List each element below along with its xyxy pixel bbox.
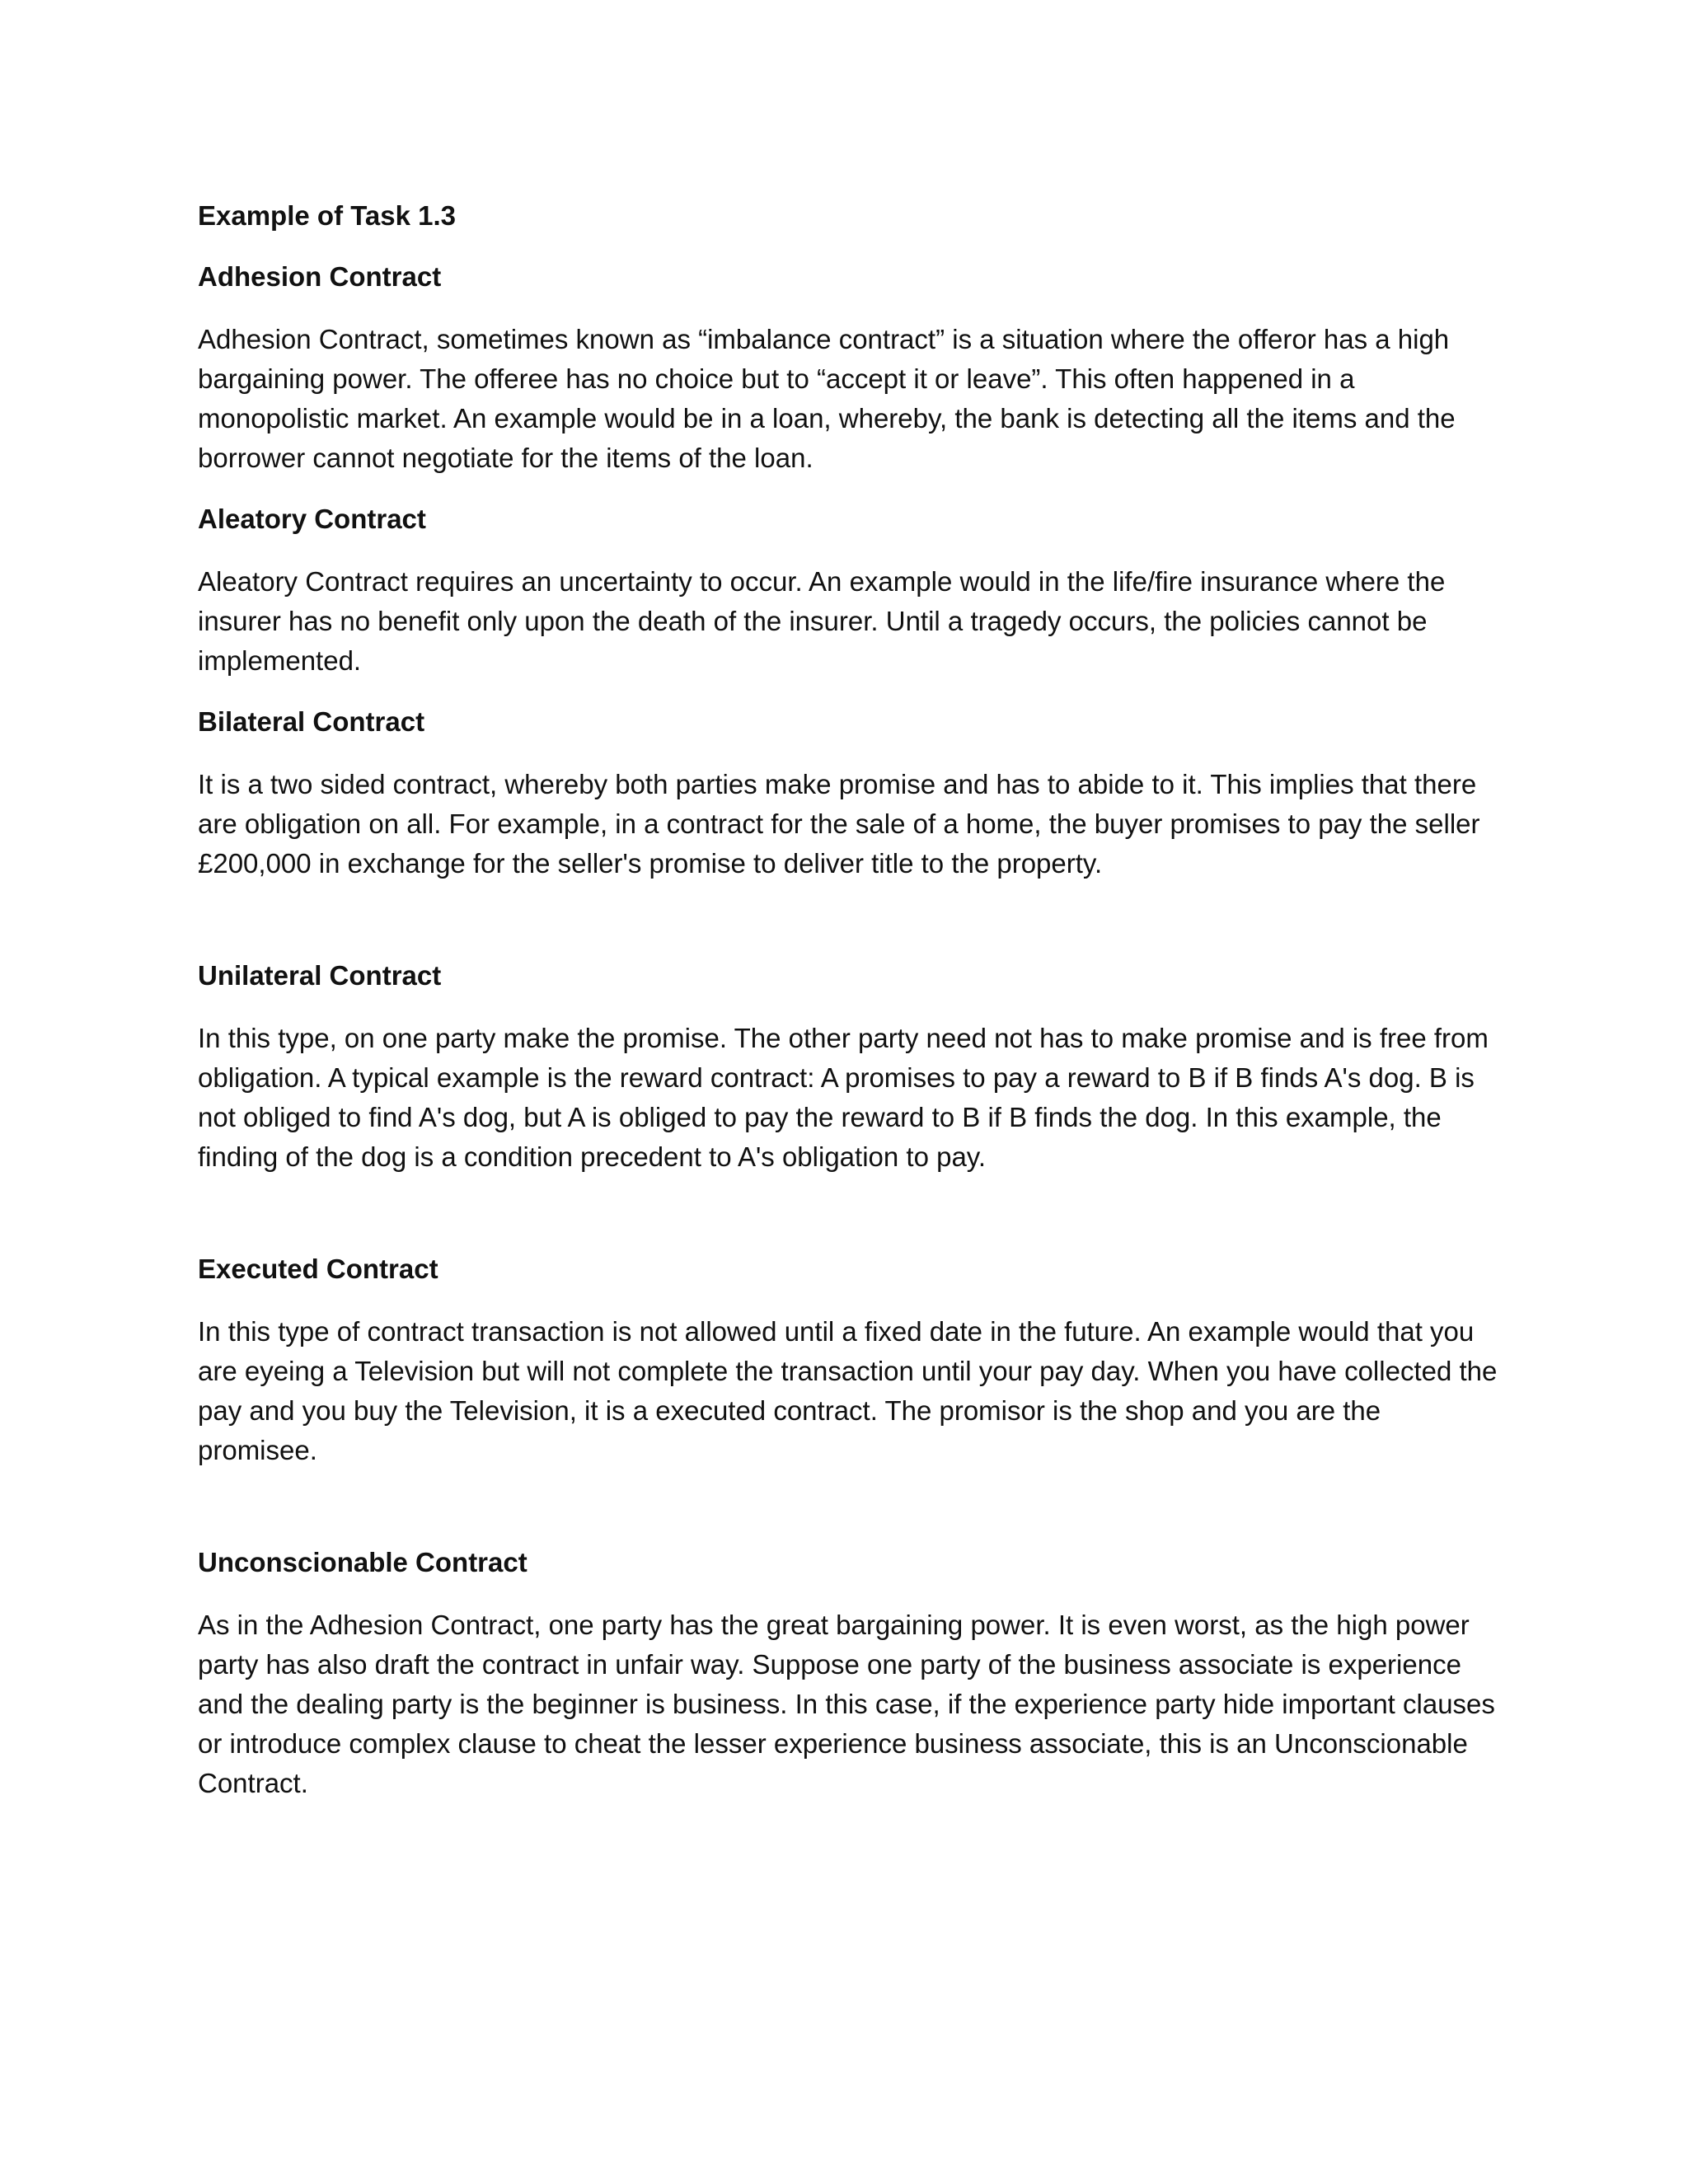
section-heading: Unilateral Contract	[198, 960, 442, 991]
section-unconscionable	[198, 1544, 1500, 1803]
document-title: Example of Task 1.3	[198, 200, 457, 231]
section-aleatory	[198, 501, 1500, 681]
section-heading: Executed Contract	[198, 1254, 438, 1284]
section-adhesion	[198, 259, 1500, 478]
section-heading: Bilateral Contract	[198, 706, 425, 737]
section-heading: Adhesion Contract	[198, 261, 442, 292]
section-executed	[198, 1251, 1500, 1470]
section-body: In this type of contract transaction is not allowed until a fixed date in the future. An example would that you are eyeing a Television but will not complete the transaction until your pay day. When you have collected the pay and you buy the Television, it is a executed contract. The promisor is the shop and you are the promisee.	[198, 1316, 1498, 1465]
section-body: It is a two sided contract, whereby both parties make promise and has to abide to it. This implies that there are obligation on all. For example, in a contract for the sale of a home, the buyer promises to pay the seller £200,000 in exchange for the seller's promise to deliver title to the property.	[198, 769, 1480, 879]
section-unilateral	[198, 958, 1500, 1177]
section-body: Aleatory Contract requires an uncertainty to occur. An example would in the life/fire insurance where the insurer has no benefit only upon the death of the insurer. Until a tragedy occurs, the policies cannot be implemented.	[198, 566, 1446, 676]
document-page	[198, 198, 1500, 1826]
section-bilateral	[198, 704, 1500, 883]
section-body: As in the Adhesion Contract, one party has the great bargaining power. It is even worst, as the high power party has also draft the contract in unfair way. Suppose one party of the business associate is experience and the dealing party is the beginner is business. In this case, if the experience party hide important clauses or introduce complex clause to cheat the lesser experience business associate, this is an Unconscionable Contract.	[198, 1610, 1495, 1798]
section-heading: Aleatory Contract	[198, 504, 426, 534]
section-heading: Unconscionable Contract	[198, 1547, 528, 1577]
section-body: In this type, on one party make the promise. The other party need not has to make promise and is free from obligation. A typical example is the reward contract: A promises to pay a reward to B if B finds A's dog. B is not obliged to find A's dog, but A is obliged to pay the reward to B if B finds the dog. In this example, the finding of the dog is a condition precedent to A's obligation to pay.	[198, 1023, 1489, 1172]
section-body: Adhesion Contract, sometimes known as “imbalance contract” is a situation where the offeror has a high bargaining power. The offeree has no choice but to “accept it or leave”. This often happened in a monopolistic market. An example would be in a loan, whereby, the bank is detecting all the items and the borrower cannot negotiate for the items of the loan.	[198, 324, 1456, 473]
